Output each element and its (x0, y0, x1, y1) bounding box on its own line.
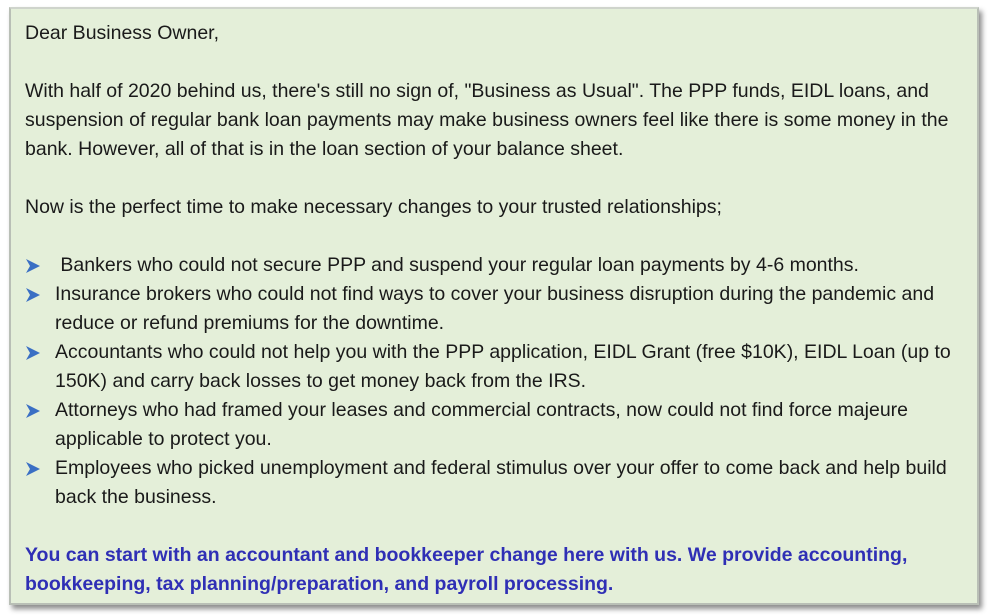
bullet-text: Bankers who could not secure PPP and suspend your regular loan payments by 4-6 months. (55, 254, 859, 276)
bullet-text: Accountants who could not help you with the PPP application, EIDL Grant (free $10K), EIDL Loan (up to 150K) and carry back losses to get money back from the IRS. (55, 341, 951, 392)
list-item (25, 338, 967, 396)
list-item (25, 251, 967, 280)
bullet-text: Attorneys who had framed your leases and commercial contracts, now could not find force majeure applicable to protect you. (55, 399, 909, 450)
intro-paragraph: With half of 2020 behind us, there's still no sign of, "Business as Usual". The PPP funds, EIDL loans, and suspension of regular bank loan payments may make business owners feel like there is some money in the bank. However, all of that is in the loan section of your balance sheet. (25, 80, 949, 160)
list-item (25, 454, 967, 512)
relationships-paragraph: Now is the perfect time to make necessary changes to your trusted relationships; (25, 196, 722, 218)
bullet-text: Employees who picked unemployment and federal stimulus over your offer to come back and help build back the business. (55, 457, 947, 508)
arrow-bullet-icon (25, 403, 41, 419)
arrow-bullet-icon (25, 461, 41, 477)
arrow-bullet-icon (25, 287, 41, 303)
arrow-bullet-icon (25, 258, 41, 274)
list-item (25, 280, 967, 338)
salutation: Dear Business Owner, (25, 22, 220, 44)
arrow-bullet-icon (25, 345, 41, 361)
closing-callout: You can start with an accountant and bookkeeper change here with us. We provide accounting, bookkeeping, tax planning/preparation, and payroll processing. (25, 544, 908, 595)
letter-card (9, 7, 979, 605)
list-item (25, 396, 967, 454)
bullet-list (25, 251, 967, 512)
bullet-text: Insurance brokers who could not find ways to cover your business disruption during the pandemic and reduce or refund premiums for the downtime. (55, 283, 935, 334)
